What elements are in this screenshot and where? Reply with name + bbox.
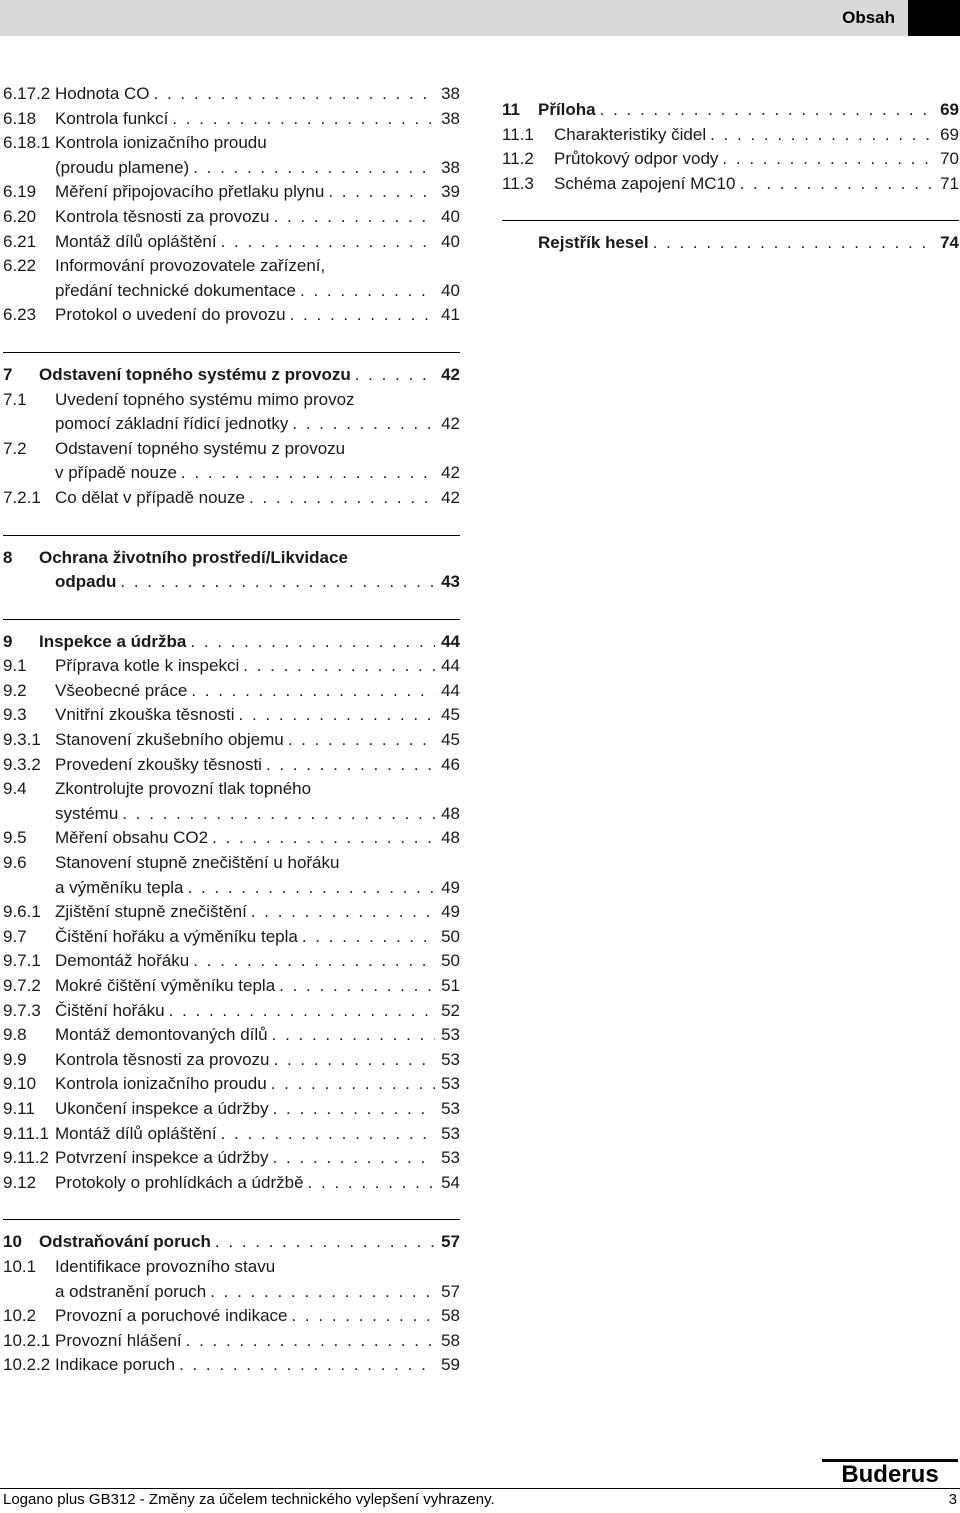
- toc-entry[interactable]: [3, 949, 460, 974]
- toc-number: 9.7.3: [3, 1000, 41, 1020]
- toc-title: Stanovení zkušebního objemu: [55, 730, 284, 750]
- toc-page-number: 41: [441, 305, 460, 325]
- toc-entry[interactable]: [3, 180, 460, 205]
- toc-number: 9.2: [3, 680, 27, 700]
- dot-leader: [154, 82, 436, 107]
- toc-entry[interactable]: [3, 131, 460, 156]
- toc-page-number: 38: [441, 84, 460, 103]
- dot-leader: [190, 630, 435, 655]
- dot-leader: [328, 180, 435, 205]
- section-rule: [3, 619, 460, 620]
- toc-number: 9.7: [3, 926, 27, 946]
- toc-number: 11.1: [502, 124, 534, 144]
- toc-title: Inspekce a údržba: [39, 631, 187, 651]
- toc-title: Hodnota CO: [55, 84, 150, 103]
- dot-leader: [290, 303, 435, 328]
- header-band: [0, 0, 960, 36]
- toc-entry[interactable]: [502, 123, 959, 148]
- toc-page-number: 42: [441, 414, 460, 434]
- page-number: 3: [948, 1491, 957, 1508]
- toc-title: Kontrola ionizačního proudu: [55, 133, 267, 153]
- footer-text: Logano plus GB312 - Změny za účelem technického vylepšení vyhrazeny.: [3, 1491, 495, 1508]
- toc-number: 6.21: [3, 231, 37, 251]
- toc-number: 7.1: [3, 389, 27, 409]
- toc-title: Příprava kotle k inspekci: [55, 656, 240, 676]
- dot-leader: [210, 1280, 435, 1305]
- toc-number: 9.6.1: [3, 902, 41, 922]
- dot-leader: [172, 107, 435, 132]
- toc-title: Provozní a poruchové indikace: [55, 1306, 288, 1326]
- toc-entry[interactable]: [3, 1304, 460, 1329]
- toc-section: [3, 535, 460, 595]
- toc-page-number: 49: [441, 877, 460, 897]
- toc-title: pomocí základní řídicí jednotky: [55, 414, 289, 434]
- toc-number: 10.2.1: [3, 1330, 51, 1350]
- toc-number: 6.18.1: [3, 133, 51, 153]
- toc-title: Demontáž hořáku: [55, 951, 190, 971]
- toc-entry[interactable]: [3, 254, 460, 279]
- toc-page-number: 39: [441, 182, 460, 202]
- toc-entry[interactable]: [3, 1329, 460, 1354]
- dot-leader: [274, 205, 436, 230]
- toc-page-number: 48: [441, 828, 460, 848]
- dot-leader: [215, 1230, 435, 1255]
- toc-entry[interactable]: [3, 107, 460, 132]
- toc-section: [3, 82, 460, 328]
- toc-page-number: 70: [940, 149, 959, 169]
- dot-leader: [169, 999, 435, 1024]
- toc-page-number: 44: [441, 656, 460, 676]
- toc-entry[interactable]: [502, 172, 959, 197]
- toc-title: Informování provozovatele zařízení,: [55, 256, 326, 276]
- dot-leader: [243, 654, 435, 679]
- page-section-title: Obsah: [842, 8, 895, 27]
- toc-page-number: 53: [441, 1074, 460, 1094]
- toc-page-number: 57: [441, 1232, 460, 1252]
- dot-leader: [710, 123, 934, 148]
- dot-leader: [279, 974, 435, 999]
- toc-number: 10.2.2: [3, 1355, 51, 1375]
- toc-number: 9.9: [3, 1049, 27, 1069]
- toc-title: Stanovení stupně znečištění u hořáku: [55, 853, 340, 873]
- dot-leader: [191, 679, 435, 704]
- toc-section: [3, 352, 460, 511]
- toc-title: Průtokový odpor vody: [554, 149, 719, 169]
- toc-page-number: 38: [441, 157, 460, 177]
- toc-entry[interactable]: [3, 703, 460, 728]
- toc-page-number: 69: [940, 124, 959, 144]
- section-rule: [3, 535, 460, 536]
- toc-page-number: 58: [441, 1306, 460, 1326]
- toc-chapter[interactable]: [3, 630, 460, 655]
- toc-entry[interactable]: [3, 1072, 460, 1097]
- toc-title: předání technické dokumentace: [55, 280, 296, 300]
- toc-title: Čištění hořáku a výměníku tepla: [55, 926, 298, 946]
- toc-entry[interactable]: [3, 303, 460, 328]
- dot-leader: [308, 1171, 436, 1196]
- dot-leader: [181, 461, 435, 486]
- toc-title: Montáž demontovaných dílů: [55, 1025, 268, 1045]
- toc-number: 9.7.2: [3, 976, 41, 995]
- toc-page-number: 53: [441, 1123, 460, 1143]
- toc-title: Indikace poruch: [55, 1355, 176, 1375]
- dot-leader: [179, 1353, 435, 1378]
- dot-leader: [291, 1304, 435, 1329]
- toc-chapter-cont[interactable]: [3, 570, 460, 595]
- toc-entry[interactable]: [3, 486, 460, 511]
- toc-page-number: 51: [441, 976, 460, 995]
- toc-title: Ochrana životního prostředí/Likvidace: [39, 547, 348, 567]
- dot-leader: [300, 279, 435, 304]
- toc-title: Charakteristiky čidel: [554, 124, 707, 144]
- toc-entry[interactable]: [3, 1122, 460, 1147]
- toc-number: 6.19: [3, 182, 37, 202]
- toc-entry[interactable]: [3, 1353, 460, 1378]
- toc-entry[interactable]: [3, 974, 460, 999]
- toc-number: 9.4: [3, 779, 27, 799]
- toc-number: 9.11.2: [3, 1148, 50, 1168]
- toc-entry-cont[interactable]: [3, 279, 460, 304]
- dot-leader: [221, 230, 435, 255]
- toc-number: 9.12: [3, 1172, 37, 1192]
- toc-title: Uvedení topného systému mimo provoz: [55, 389, 355, 409]
- toc-chapter[interactable]: [502, 98, 959, 123]
- toc-chapter[interactable]: [502, 231, 959, 256]
- toc-number: 9.11: [3, 1098, 35, 1118]
- toc-section: [3, 1219, 460, 1378]
- toc-title: Odstavení topného systému z provozu: [55, 438, 346, 458]
- toc-entry-cont[interactable]: [3, 156, 460, 181]
- toc-number: 9.1: [3, 656, 27, 676]
- toc-chapter[interactable]: [3, 546, 460, 571]
- dot-leader: [739, 172, 934, 197]
- dot-leader: [221, 1122, 435, 1147]
- toc-page-number: 42: [441, 364, 460, 384]
- dot-leader: [251, 900, 435, 925]
- toc-entry[interactable]: [3, 654, 460, 679]
- toc-page-number: 53: [441, 1049, 460, 1069]
- dot-leader: [600, 98, 934, 123]
- toc-title: Kontrola ionizačního proudu: [55, 1074, 267, 1094]
- toc-title: Montáž dílů opláštění: [55, 231, 217, 251]
- dot-leader: [186, 1329, 435, 1354]
- dot-leader: [274, 1048, 436, 1073]
- toc-title: Provozní hlášení: [55, 1330, 182, 1350]
- toc-entry[interactable]: [3, 999, 460, 1024]
- toc-title: Odstraňování poruch: [39, 1232, 211, 1252]
- toc-page-number: 57: [441, 1281, 460, 1301]
- toc-title: odpadu: [55, 572, 117, 592]
- toc-entry[interactable]: [3, 205, 460, 230]
- toc-page-number: 53: [441, 1148, 460, 1168]
- toc-page-number: 48: [441, 803, 460, 823]
- toc-entry[interactable]: [3, 851, 460, 876]
- toc-title: Měření připojovacího přetlaku plynu: [55, 182, 325, 202]
- toc-chapter[interactable]: [3, 1230, 460, 1255]
- dot-leader: [212, 826, 435, 851]
- toc-number: 9.6: [3, 853, 27, 873]
- toc-number: 11: [502, 100, 520, 119]
- toc-entry[interactable]: [3, 1097, 460, 1122]
- dot-leader: [193, 156, 435, 181]
- toc-entry-cont[interactable]: [3, 876, 460, 901]
- toc-section: [502, 98, 959, 196]
- toc-title: Zkontrolujte provozní tlak topného: [55, 779, 312, 799]
- dot-leader: [302, 925, 435, 950]
- toc-number: 9.11.1: [3, 1123, 50, 1143]
- toc-page-number: 44: [441, 631, 460, 651]
- toc-title: Odstavení topného systému z provozu: [39, 364, 351, 384]
- toc-title: v případě nouze: [55, 463, 177, 483]
- toc-page-number: 40: [441, 206, 460, 226]
- toc-number: 10.1: [3, 1256, 37, 1276]
- toc-number: 11.3: [502, 173, 534, 193]
- toc-entry[interactable]: [3, 388, 460, 413]
- dot-leader: [722, 147, 934, 172]
- toc-title: systému: [55, 803, 119, 823]
- toc-title: Ukončení inspekce a údržby: [55, 1098, 269, 1118]
- toc-number: 6.20: [3, 206, 37, 226]
- dot-leader: [292, 412, 435, 437]
- toc-entry[interactable]: [3, 826, 460, 851]
- header-marker: [908, 0, 960, 36]
- toc-right-column: [502, 98, 959, 256]
- dot-leader: [355, 363, 435, 388]
- toc-number: 7.2: [3, 438, 27, 458]
- toc-entry-cont[interactable]: [3, 461, 460, 486]
- dot-leader: [653, 231, 935, 256]
- toc-page-number: 42: [441, 463, 460, 483]
- toc-title: Rejstřík hesel: [538, 233, 649, 253]
- toc-entry[interactable]: [502, 147, 959, 172]
- toc-title: Co dělat v případě nouze: [55, 487, 245, 507]
- toc-page-number: 58: [441, 1330, 460, 1350]
- dot-leader: [272, 1023, 435, 1048]
- toc-entry[interactable]: [3, 1146, 460, 1171]
- toc-entry[interactable]: [3, 777, 460, 802]
- toc-page-number: 53: [441, 1098, 460, 1118]
- toc-page-number: 40: [441, 231, 460, 251]
- toc-title: Měření obsahu CO2: [55, 828, 209, 848]
- toc-title: Potvrzení inspekce a údržby: [55, 1148, 269, 1168]
- footer-rule: [0, 1488, 960, 1489]
- toc-title: a odstranění poruch: [55, 1281, 207, 1301]
- toc-entry[interactable]: [3, 925, 460, 950]
- toc-page-number: 45: [441, 705, 460, 725]
- dot-leader: [288, 728, 435, 753]
- toc-page-number: 50: [441, 926, 460, 946]
- toc-entry[interactable]: [3, 82, 460, 107]
- toc-number: 11.2: [502, 149, 534, 169]
- toc-title: Příloha: [538, 100, 596, 119]
- dot-leader: [273, 1097, 436, 1122]
- toc-title: Kontrola těsnosti za provozu: [55, 1049, 270, 1069]
- section-rule: [3, 1219, 460, 1220]
- toc-entry[interactable]: [3, 728, 460, 753]
- toc-entry-cont[interactable]: [3, 802, 460, 827]
- toc-page-number: 59: [441, 1355, 460, 1375]
- toc-page-number: 71: [940, 173, 959, 193]
- toc-page-number: 54: [441, 1172, 460, 1192]
- toc-entry[interactable]: [3, 437, 460, 462]
- toc-number: 8: [3, 547, 13, 567]
- toc-title: a výměníku tepla: [55, 877, 184, 897]
- toc-title: Čištění hořáku: [55, 1000, 165, 1020]
- toc-entry[interactable]: [3, 1023, 460, 1048]
- toc-number: 7.2.1: [3, 487, 41, 507]
- toc-entry-cont[interactable]: [3, 1280, 460, 1305]
- toc-chapter[interactable]: [3, 363, 460, 388]
- toc-page-number: 43: [441, 572, 460, 592]
- toc-number: 9.3.2: [3, 754, 41, 774]
- toc-number: 9.8: [3, 1025, 27, 1045]
- toc-number: 6.18: [3, 108, 37, 128]
- toc-page-number: 42: [441, 487, 460, 507]
- toc-page-number: 40: [441, 280, 460, 300]
- toc-page-number: 52: [441, 1000, 460, 1020]
- toc-number: 9.3: [3, 705, 27, 725]
- toc-number: 6.22: [3, 256, 37, 276]
- section-rule: [3, 352, 460, 353]
- toc-number: 6.17.2: [3, 84, 51, 103]
- toc-title: Kontrola funkcí: [55, 108, 169, 128]
- toc-number: 7: [3, 364, 13, 384]
- dot-leader: [271, 1072, 435, 1097]
- toc-title: Kontrola těsnosti za provozu: [55, 206, 270, 226]
- toc-entry-cont[interactable]: [3, 412, 460, 437]
- toc-entry[interactable]: [3, 679, 460, 704]
- buderus-logo: [822, 1459, 958, 1485]
- section-rule: [502, 220, 959, 221]
- toc-page-number: 74: [940, 233, 959, 253]
- dot-leader: [188, 876, 436, 901]
- toc-page-number: 49: [441, 902, 460, 922]
- toc-page-number: 69: [940, 100, 959, 119]
- toc-title: Všeobecné práce: [55, 680, 188, 700]
- toc-entry[interactable]: [3, 230, 460, 255]
- toc-title: Protokol o uvedení do provozu: [55, 305, 286, 325]
- toc-page-number: 45: [441, 730, 460, 750]
- toc-number: 9.7.1: [3, 951, 41, 971]
- toc-number: 9.10: [3, 1074, 37, 1094]
- toc-number: 9.3.1: [3, 730, 41, 750]
- toc-page-number: 44: [441, 680, 460, 700]
- toc-title: Montáž dílů opláštění: [55, 1123, 217, 1143]
- dot-leader: [122, 802, 435, 827]
- toc-page-number: 38: [441, 108, 460, 128]
- dot-leader: [273, 1146, 436, 1171]
- dot-leader: [120, 570, 435, 595]
- toc-title: Provedení zkoušky těsnosti: [55, 754, 262, 774]
- toc-entry[interactable]: [3, 900, 460, 925]
- dot-leader: [266, 753, 435, 778]
- toc-number: 6.23: [3, 305, 37, 325]
- toc-entry[interactable]: [3, 753, 460, 778]
- dot-leader: [249, 486, 435, 511]
- toc-entry[interactable]: [3, 1048, 460, 1073]
- toc-number: 10: [3, 1232, 22, 1252]
- toc-page-number: 53: [441, 1025, 460, 1045]
- toc-title: Schéma zapojení MC10: [554, 173, 736, 193]
- toc-title: Zjištění stupně znečištění: [55, 902, 247, 922]
- toc-section: [3, 619, 460, 1196]
- toc-title: Vnitřní zkouška těsnosti: [55, 705, 235, 725]
- dot-leader: [239, 703, 436, 728]
- toc-title: Identifikace provozního stavu: [55, 1256, 276, 1276]
- toc-number: 9: [3, 631, 13, 651]
- toc-entry[interactable]: [3, 1171, 460, 1196]
- toc-page-number: 46: [441, 754, 460, 774]
- toc-page-number: 50: [441, 951, 460, 971]
- toc-number: 9.5: [3, 828, 27, 848]
- dot-leader: [193, 949, 435, 974]
- toc-title: Protokoly o prohlídkách a údržbě: [55, 1172, 304, 1192]
- toc-entry[interactable]: [3, 1255, 460, 1280]
- svg-text:Buderus: Buderus: [841, 1461, 939, 1485]
- toc-left-column: [3, 82, 460, 1378]
- toc-title: Mokré čištění výměníku tepla: [55, 976, 276, 995]
- toc-number: 10.2: [3, 1306, 37, 1326]
- toc-section: [502, 220, 959, 256]
- toc-title: (proudu plamene): [55, 157, 190, 177]
